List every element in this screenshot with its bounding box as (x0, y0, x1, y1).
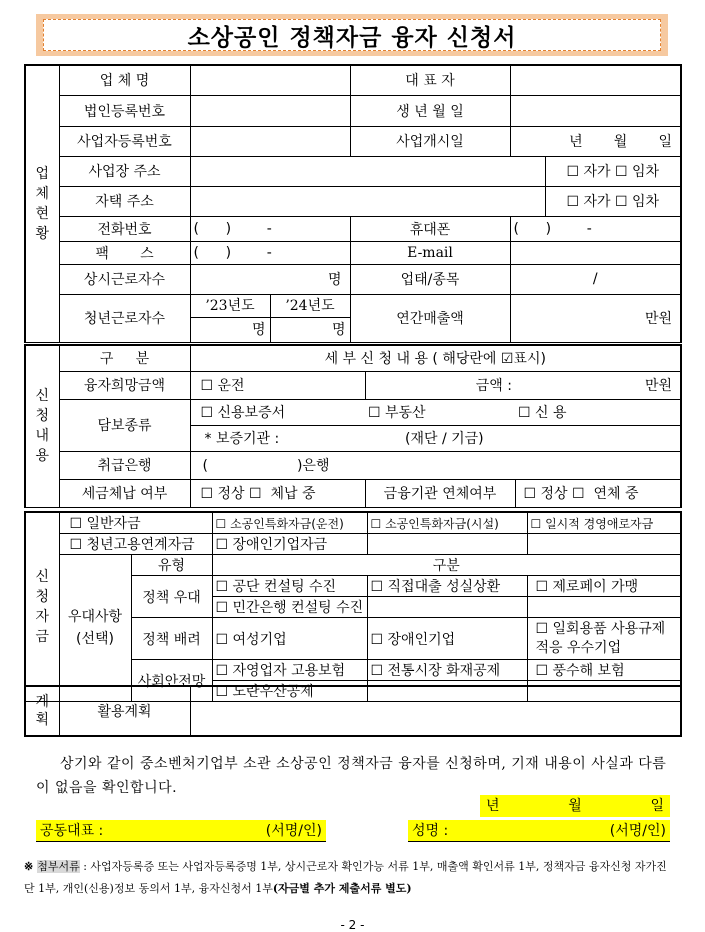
business-status-table (24, 64, 682, 343)
bank-label: 취급은행 (59, 451, 190, 479)
annual-sales-field[interactable]: 만원 (510, 294, 681, 342)
disabled-fund-checkbox[interactable]: ☐ 장애인기업자금 (212, 534, 367, 555)
tax-status-label: 세금체납 여부 (59, 479, 190, 507)
detail-header: 세 부 신 청 내 용 ( 해당란에 ☑표시) (190, 345, 681, 371)
direct-loan-checkbox[interactable]: ☐ 직접대출 성실상환 (367, 576, 527, 597)
usage-plan-field[interactable] (190, 686, 681, 736)
note-label: 첨부서류 (37, 860, 80, 873)
zero-pay-checkbox[interactable]: ☐ 제로페이 가맹 (527, 576, 681, 597)
industry-field[interactable]: / (510, 264, 681, 294)
disposable-regulation-checkbox[interactable]: ☐ 일회용품 사용규제 적응 우수기업 (527, 618, 681, 660)
collateral-label: 담보종류 (59, 399, 190, 451)
name-signature[interactable] (408, 820, 670, 842)
corp-reg-no-label: 법인등록번호 (59, 95, 190, 126)
empty-cell (527, 534, 681, 555)
usage-plan-label: 활용계획 (59, 686, 190, 736)
day-label: 일 (650, 798, 664, 814)
private-consulting-checkbox[interactable]: ☐ 민간은행 컨설팅 수진 (212, 597, 367, 618)
joint-rep-label: 공동대표 : (40, 823, 104, 839)
biz-reg-no-label: 사업자등록번호 (59, 126, 190, 156)
policy-consideration-label: 정책 배려 (131, 618, 212, 660)
usage-plan-table (24, 685, 682, 737)
year-2023-label: ’23년도 (191, 295, 270, 318)
joint-rep-signature[interactable] (36, 820, 326, 842)
real-estate-checkbox[interactable]: ☐ 부동산 (365, 399, 515, 425)
youth-workers-2023[interactable] (190, 294, 270, 342)
tax-status-checkbox[interactable]: ☐ 정상 ☐ 체납 중 (190, 479, 365, 507)
fax-field[interactable]: ( ) - (190, 241, 350, 264)
general-fund-checkbox[interactable]: ☐ 일반자금 (59, 512, 212, 534)
annual-sales-label: 연간매출액 (350, 294, 510, 342)
application-details-table (24, 344, 682, 508)
email-field[interactable] (510, 241, 681, 264)
section-side-label: 업 체 현 황 (25, 65, 59, 342)
policy-preference-label: 정책 우대 (131, 576, 212, 618)
fax-label: 팩 스 (59, 241, 190, 264)
home-address-field[interactable] (190, 186, 545, 216)
mobile-label: 휴대폰 (350, 216, 510, 241)
phone-label: 전화번호 (59, 216, 190, 241)
empty-cell (527, 597, 681, 618)
disabled-business-checkbox[interactable]: ☐ 장애인기업 (367, 618, 527, 660)
home-address-label: 자택 주소 (59, 186, 190, 216)
section-side-label: 신 청 내 용 (25, 345, 59, 507)
foundation-field[interactable]: (재단 / 기금) (365, 425, 681, 451)
requested-fund-table (24, 511, 682, 702)
credit-checkbox[interactable]: ☐ 신 용 (515, 399, 681, 425)
public-consulting-checkbox[interactable]: ☐ 공단 컨설팅 수진 (212, 576, 367, 597)
social-safety-net-label: 사회안전망 (131, 660, 212, 702)
empty-cell (367, 597, 527, 618)
female-business-checkbox[interactable]: ☐ 여성기업 (212, 618, 367, 660)
youth-workers-2024[interactable] (270, 294, 350, 342)
market-fire-checkbox[interactable]: ☐ 전통시장 화재공제 (367, 660, 527, 681)
section-side-label: 계 획 (25, 686, 59, 736)
guarantee-org-label: * 보증기관 : (190, 425, 365, 451)
note-mark: ※ (24, 860, 34, 873)
biz-address-label: 사업장 주소 (59, 156, 190, 186)
month-label: 월 (568, 798, 582, 814)
temporary-fund-checkbox[interactable]: ☐ 일시적 경영애로자금 (527, 512, 681, 534)
company-name-label: 업 체 명 (59, 65, 190, 95)
yellow-umbrella-checkbox[interactable]: ☐ 노란우산공제 (212, 681, 367, 702)
representative-label: 대 표 자 (350, 65, 510, 95)
home-own-rent-checkbox[interactable]: ☐ 자가 ☐ 임차 (545, 186, 681, 216)
biz-address-field[interactable] (190, 156, 545, 186)
type-header: 유형 (131, 555, 212, 576)
note-text: : 사업자등록증 또는 사업자등록증명 1부, 상시근로자 확인가능 서류 1부, 매출액 확인서류 1부, 정책자금 융자신청 자가진단 1부, 개인(신용)정보 동의서 1부, 융자신청서 1부 (24, 860, 667, 895)
date-line[interactable] (480, 795, 670, 817)
mobile-field[interactable]: ( ) - (510, 216, 681, 241)
overdue-checkbox[interactable]: ☐ 정상 ☐ 연체 중 (515, 479, 681, 507)
bank-field[interactable]: ( )은행 (190, 451, 681, 479)
biz-start-date-label: 사업개시일 (350, 126, 510, 156)
regular-workers-label: 상시근로자수 (59, 264, 190, 294)
youth-workers-label: 청년근로자수 (59, 294, 190, 342)
section-side-label: 신 청 자 금 (25, 512, 59, 702)
fin-overdue-label: 금융기관 연체여부 (365, 479, 515, 507)
representative-field[interactable] (510, 65, 681, 95)
declaration-text: 상기와 같이 중소벤처기업부 소관 소상공인 정책자금 융자를 신청하며, 기재 내용이 사실과 다름이 없음을 확인합니다. (36, 756, 667, 796)
unit-label: 명 (331, 321, 346, 338)
amount-label: 금액 : (365, 371, 515, 399)
sign-seal-label: (서명/인) (609, 823, 666, 839)
name-label: 성명 : (412, 823, 449, 839)
year-label: 년 (486, 798, 500, 814)
category-header: 구 분 (59, 345, 190, 371)
empty-cell (367, 534, 527, 555)
regular-workers-field[interactable]: 명 (190, 264, 350, 294)
page-number: - 2 - (340, 918, 365, 932)
page-title: 소상공인 정책자금 융자 신청서 (43, 19, 661, 51)
category-header: 구분 (212, 555, 681, 576)
youth-employment-checkbox[interactable]: ☐ 청년고용연계자금 (59, 534, 212, 555)
unit-label: 명 (251, 321, 266, 338)
phone-field[interactable]: ( ) - (190, 216, 350, 241)
self-employed-insurance-checkbox[interactable]: ☐ 자영업자 고용보험 (212, 660, 367, 681)
credit-guarantee-checkbox[interactable]: ☐ 신용보증서 (190, 399, 365, 425)
email-label: E-mail (350, 241, 510, 264)
biz-reg-no-field[interactable] (190, 126, 350, 156)
loan-amount-label: 융자희망금액 (59, 371, 190, 399)
special-facility-checkbox[interactable]: ☐ 소공인특화자금(시설) (367, 512, 527, 534)
industry-label: 업태/종목 (350, 264, 510, 294)
birth-date-label: 생 년 월 일 (350, 95, 510, 126)
biz-own-rent-checkbox[interactable]: ☐ 자가 ☐ 임차 (545, 156, 681, 186)
corp-reg-no-field[interactable] (190, 95, 350, 126)
amount-field[interactable]: 만원 (515, 371, 681, 399)
special-operating-checkbox[interactable]: ☐ 소공인특화자금(운전) (212, 512, 367, 534)
birth-date-field[interactable] (510, 95, 681, 126)
company-name-field[interactable] (190, 65, 350, 95)
sign-seal-label: (서명/인) (265, 823, 322, 839)
operating-fund-checkbox[interactable]: ☐ 운전 (190, 371, 365, 399)
preference-label: 우대사항 (선택) (59, 555, 131, 702)
attachment-note (24, 856, 674, 900)
storm-insurance-checkbox[interactable]: ☐ 풍수해 보험 (527, 660, 681, 681)
biz-start-date-field[interactable]: 년 월 일 (510, 126, 681, 156)
note-bold-text: (자금별 추가 제출서류 별도) (272, 882, 412, 895)
year-2024-label: ’24년도 (271, 295, 350, 318)
